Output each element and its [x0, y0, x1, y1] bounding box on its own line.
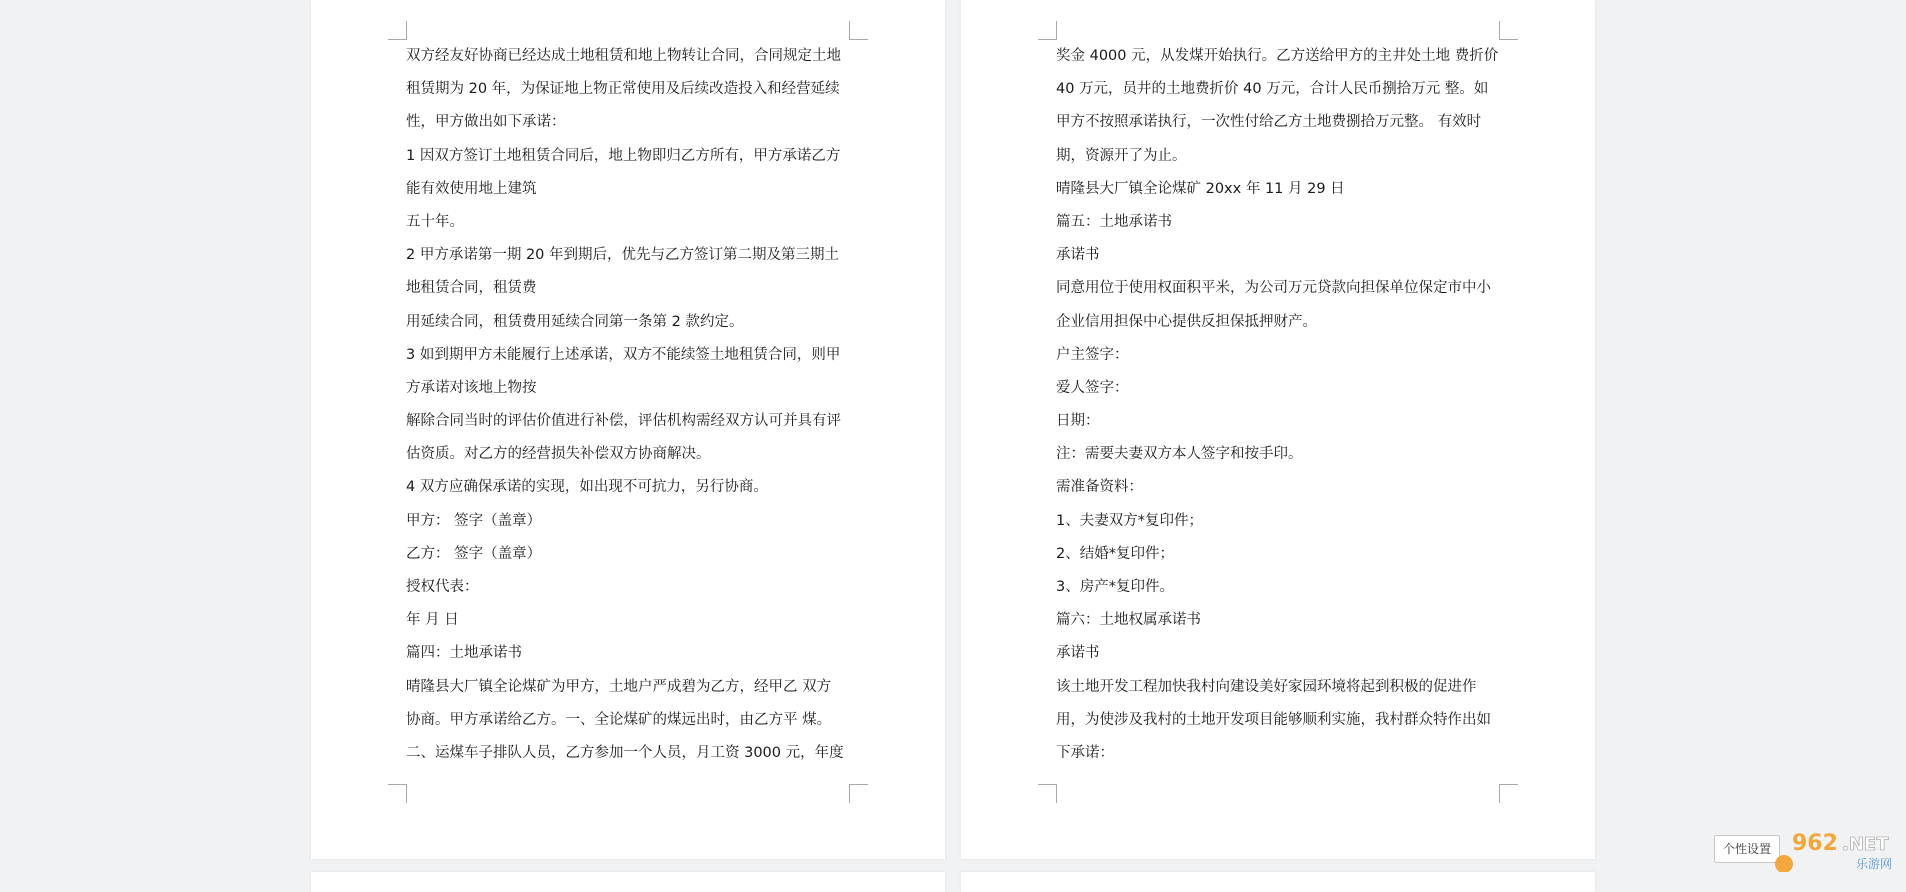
- text-line[interactable]: 晴隆县大厂镇全论煤矿为甲方，土地户严成碧为乙方，经甲乙 双方: [406, 678, 832, 695]
- text-line[interactable]: 租赁期为 20 年，为保证地上物正常使用及后续改造投入和经营延续: [406, 81, 840, 98]
- tooltip-personal-settings: 个性设置: [1714, 835, 1780, 863]
- margin-corner-top-right: [849, 21, 868, 40]
- text-line[interactable]: 日期：: [1056, 413, 1100, 430]
- watermark-subtitle-text: 乐游网: [1856, 857, 1893, 871]
- text-line[interactable]: 注：需要夫妻双方本人签字和按手印。: [1056, 446, 1303, 463]
- text-line[interactable]: 二、运煤车子排队人员，乙方参加一个人员，月工资 3000 元，年度: [406, 744, 844, 761]
- text-line[interactable]: 承诺书: [1056, 645, 1100, 662]
- margin-corner-top-left: [388, 21, 407, 40]
- margin-corner-top-right: [1499, 21, 1518, 40]
- text-line[interactable]: 篇六：土地权属承诺书: [1056, 612, 1201, 629]
- watermark-orange-circle: [1775, 855, 1793, 872]
- text-line[interactable]: 奖金 4000 元，从发煤开始执行。乙方送给甲方的主井处土地 费折价: [1056, 48, 1499, 64]
- page-text-left[interactable]: [406, 40, 856, 770]
- text-line[interactable]: 用延续合同，租赁费用延续合同第一条第 2 款约定。: [406, 313, 744, 330]
- text-line[interactable]: 授权代表：: [406, 579, 479, 595]
- text-line[interactable]: 双方经友好协商已经达成土地租赁和地上物转让合同，合同规定土地: [406, 48, 841, 64]
- text-line[interactable]: 篇五：土地承诺书: [1056, 213, 1172, 230]
- margin-corner-top-left: [1038, 21, 1057, 40]
- document-page-right: [961, 0, 1595, 859]
- watermark-net-text: .NET: [1842, 834, 1889, 855]
- text-line[interactable]: 企业信用担保中心提供反担保抵押财产。: [1056, 313, 1317, 330]
- next-page-left: [311, 872, 945, 892]
- text-line[interactable]: 方承诺对该地上物按: [406, 379, 537, 396]
- text-line[interactable]: 承诺书: [1056, 247, 1100, 264]
- text-line[interactable]: 该土地开发工程加快我村向建设美好家园环境将起到积极的促进作: [1056, 678, 1477, 695]
- text-line[interactable]: 同意用位于使用权面积平米，为公司万元贷款向担保单位保定市中小: [1056, 280, 1491, 297]
- text-line[interactable]: 甲方不按照承诺执行，一次性付给乙方土地费捌拾万元整。 有效时: [1056, 114, 1482, 131]
- text-line[interactable]: 爱人签字：: [1056, 379, 1129, 396]
- margin-corner-bottom-left: [1038, 784, 1057, 803]
- text-line[interactable]: 能有效使用地上建筑: [406, 180, 537, 197]
- text-line[interactable]: 下承诺：: [1056, 744, 1114, 761]
- text-line[interactable]: 4 双方应确保承诺的实现，如出现不可抗力，另行协商。: [406, 479, 768, 496]
- text-line[interactable]: 晴隆县大厂镇全论煤矿 20xx 年 11 月 29 日: [1056, 180, 1345, 197]
- text-line[interactable]: 解除合同当时的评估价值进行补偿，评估机构需经双方认可并具有评: [406, 413, 841, 430]
- text-line[interactable]: 甲方： 签字（盖章）: [406, 512, 542, 529]
- next-page-right: [961, 872, 1595, 892]
- text-line[interactable]: 篇四：土地承诺书: [406, 645, 522, 662]
- margin-corner-bottom-right: [1499, 784, 1518, 803]
- text-line[interactable]: 地租赁合同，租赁费: [406, 280, 537, 297]
- margin-corner-bottom-left: [388, 784, 407, 803]
- text-line[interactable]: 年 月 日: [406, 612, 459, 629]
- text-line[interactable]: 1 因双方签订土地租赁合同后，地上物即归乙方所有，甲方承诺乙方: [406, 147, 841, 164]
- text-line[interactable]: 40 万元，员井的土地费折价 40 万元，合计人民币捌拾万元 整。如: [1056, 81, 1489, 98]
- text-line[interactable]: 2 甲方承诺第一期 20 年到期后，优先与乙方签订第二期及第三期土: [406, 247, 840, 264]
- text-line[interactable]: 估资质。对乙方的经营损失补偿双方协商解决。: [406, 446, 711, 463]
- margin-corner-bottom-right: [849, 784, 868, 803]
- text-line[interactable]: 3、房产*复印件。: [1056, 579, 1174, 595]
- text-line[interactable]: 3 如到期甲方未能履行上述承诺，双方不能续签土地租赁合同，则甲: [406, 346, 841, 363]
- text-line[interactable]: 用，为使涉及我村的土地开发项目能够顺利实施，我村群众特作出如: [1056, 711, 1491, 728]
- text-line[interactable]: 五十年。: [406, 213, 464, 230]
- text-line[interactable]: 2、结婚*复印件；: [1056, 545, 1174, 562]
- text-line[interactable]: 协商。甲方承诺给乙方。一、全论煤矿的煤远出时，由乙方平 煤。: [406, 711, 832, 728]
- text-line[interactable]: 1、夫妻双方*复印件；: [1056, 512, 1203, 529]
- text-line[interactable]: 户主签字：: [1056, 346, 1129, 363]
- text-line[interactable]: 期，资源开了为止。: [1056, 147, 1187, 164]
- document-page-left: [311, 0, 945, 859]
- text-line[interactable]: 乙方： 签字（盖章）: [406, 545, 542, 562]
- site-watermark-logo: [1770, 828, 1900, 872]
- text-line[interactable]: 性，甲方做出如下承诺：: [406, 114, 566, 131]
- text-line[interactable]: 需准备资料：: [1056, 479, 1143, 496]
- page-text-right[interactable]: [1056, 40, 1506, 770]
- watermark-brand-text: 962: [1792, 831, 1838, 856]
